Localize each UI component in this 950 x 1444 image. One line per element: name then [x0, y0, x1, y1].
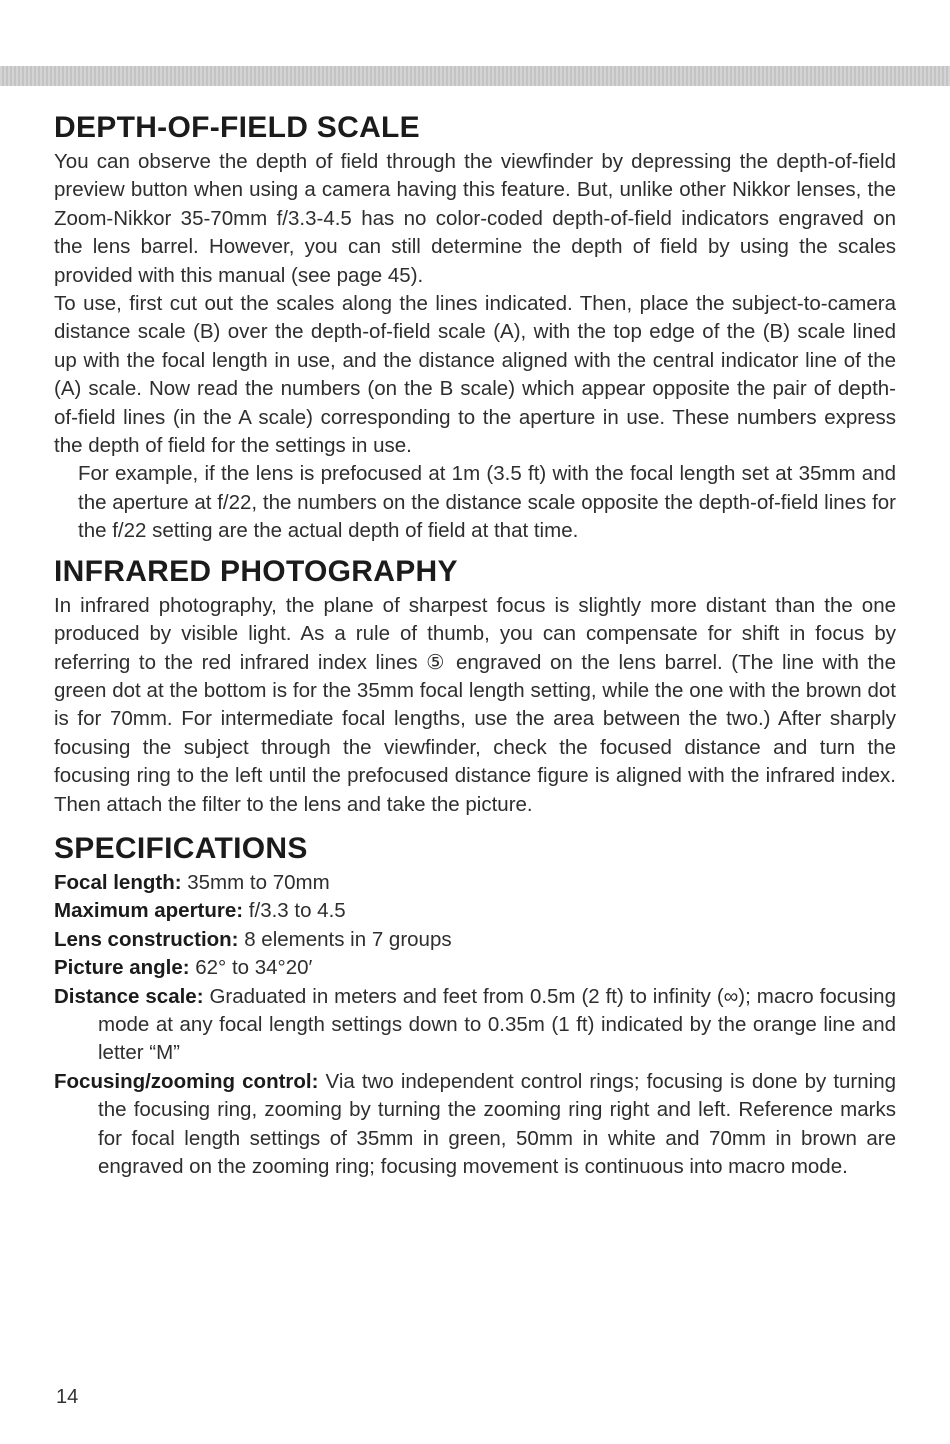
spec-picture-angle [54, 954, 896, 982]
heading-specifications: SPECIFICATIONS [54, 831, 308, 865]
heading-depth-of-field: DEPTH-OF-FIELD SCALE [54, 111, 420, 144]
spec-value: 35mm to 70mm [181, 870, 330, 894]
spec-focusing-zooming-control [54, 1068, 896, 1182]
spec-value: Graduated in meters and feet from 0.5m (2 ft) to infinity (∞); macro focusing mode at any focal length settings down to 0.35m (1 ft) indicated by the orange line and letter “M” [98, 984, 896, 1065]
spec-label: Distance scale: [54, 984, 204, 1008]
spec-label: Focal length: [54, 870, 182, 894]
page-number: 14 [56, 1386, 79, 1408]
dof-paragraph-2: To use, first cut out the scales along the lines indicated. Then, place the subject-to-camera distance scale (B) over the depth-of-field scale (A), with the top edge of the (B) scale lined up with the focal length in use, and the distance aligned with the central indicator line of the (A) scale. Now read the numbers (on the B scale) which appear opposite the pair of depth-of-field lines (in the A scale) corresponding to the aperture in use. These numbers express the depth of field for the settings in use. [54, 292, 896, 458]
spec-distance-scale [54, 983, 896, 1068]
section-infrared [54, 552, 896, 819]
spec-label: Lens construction: [54, 927, 239, 951]
spec-value: Via two independent control rings; focusing is done by turning the focusing ring, zooming by turning the zooming ring right and left. Reference marks for focal length settings of 35mm in green, 50mm in white and 70mm in brown are engraved on the zooming ring; focusing movement is continuous into macro mode. [98, 1069, 897, 1178]
spec-value: 62° to 34°20′ [189, 956, 313, 980]
section-depth-of-field [54, 108, 896, 546]
section-specifications [54, 829, 896, 1181]
spec-label: Focusing/zooming control: [54, 1069, 319, 1093]
spec-focal-length [54, 869, 896, 897]
top-scan-band [0, 66, 950, 86]
spec-maximum-aperture [54, 897, 896, 925]
heading-infrared: INFRARED PHOTOGRAPHY [54, 554, 458, 588]
dof-example-paragraph: For example, if the lens is prefocused at 1m (3.5 ft) with the focal length set at 35mm and the aperture at f/22, the numbers on the distance scale opposite the depth-of-field lines for the f/22 setting are the actual depth of field at that time. [78, 462, 896, 543]
infrared-paragraph: In infrared photography, the plane of sharpest focus is slightly more distant than the one produced by visible light. As a rule of thumb, you can compensate for shift in focus by referring to the red infrared index lines ⑤ engraved on the lens barrel. (The line with the green dot at the bottom is for the 35mm focal length setting, while the one with the brown dot is for 70mm. For intermediate focal lengths, use the area between the two.) After sharply focusing the subject through the viewfinder, check the focused distance and turn the focusing ring to the left until the prefocused distance figure is aligned with the infrared index. Then attach the filter to the lens and take the picture. [54, 593, 896, 816]
spec-value: 8 elements in 7 groups [238, 927, 452, 951]
spec-value: f/3.3 to 4.5 [243, 899, 346, 923]
spec-label: Maximum aperture: [54, 899, 244, 923]
page-content [54, 108, 896, 1181]
spec-label: Picture angle: [54, 956, 190, 980]
dof-paragraph-1: You can observe the depth of field through the viewfinder by depressing the depth-of-field preview button when using a camera having this feature. But, unlike other Nikkor lenses, the Zoom-Nikkor 35-70mm f/3.3-4.5 has no color-coded depth-of-field indicators engraved on the lens barrel. However, you can still determine the depth of field by using the scales provided with this manual (see page 45). [54, 150, 896, 287]
spec-lens-construction [54, 926, 896, 954]
